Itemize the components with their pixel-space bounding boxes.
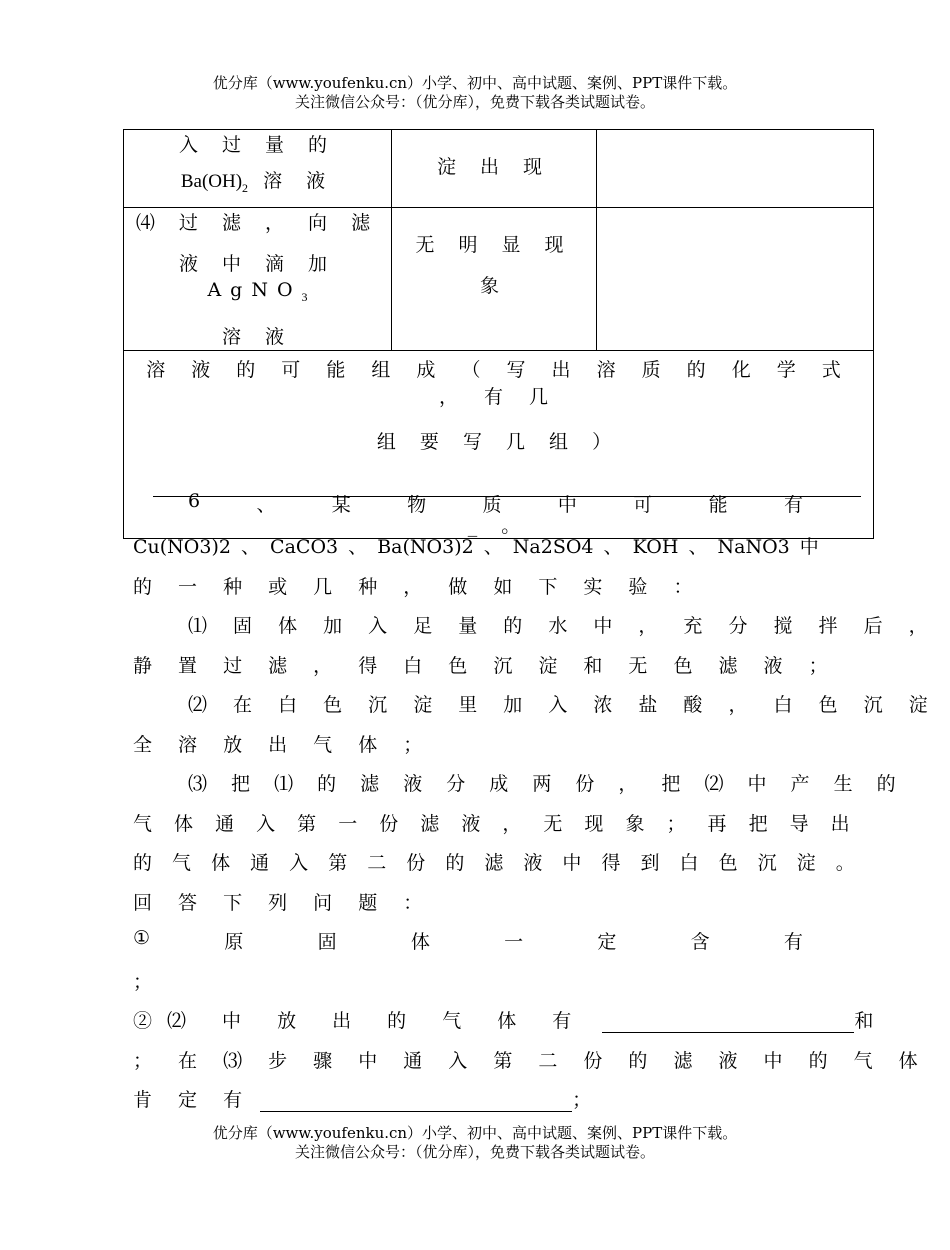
experiment-table (123, 129, 874, 539)
question-line-8: ⑶ 把 ⑴ 的 滤 液 分 成 两 份 ， 把 ⑵ 中 产 生 的 (188, 773, 905, 795)
phenomenon-text: 无 明 显 现 (415, 234, 573, 256)
question-line-11: 回 答 下 列 问 题 ： (133, 892, 433, 914)
page-footer (0, 1124, 950, 1162)
conclusion-cell (597, 130, 874, 208)
question-line-1: 6 、 某 物 质 中 可 能 有 (188, 490, 803, 516)
question-line-9: 气 体 通 入 第 一 份 滤 液 ， 无 现 象 ； 再 把 导 出 (133, 813, 858, 835)
table-row: 溶 液 的 可 能 组 成 （ 写 出 溶 质 的 化 学 式 ， 有 几 组 要 写 几 组 ） _ 。 (124, 350, 874, 538)
question-line-12: ① 原 固 体 一 定 含 有 (133, 927, 803, 953)
table-row: ⑷ 过 滤 ， 向 滤 液 中 滴 加 AgNO$_3$ 溶 液 无 明 显 现 象 (124, 208, 874, 351)
footer-line-1: 优分库（www.youfenku.cn）小学、初中、高中试题、案例、PPT课件下载。 (212, 1124, 738, 1142)
step-text: 入 过 量 的 (178, 134, 337, 156)
question-line-5: 静 置 过 滤 ， 得 白 色 沉 淀 和 无 色 滤 液 ； (133, 655, 838, 677)
question-line-14: ②⑵ 中 放 出 的 气 体 有 和 (133, 1010, 874, 1032)
question-line-4: ⑴ 固 体 加 入 足 量 的 水 中 ， 充 分 搅 拌 后 ， (188, 615, 938, 637)
answer-blank[interactable] (260, 1091, 572, 1112)
question-line-15: ； 在 ⑶ 步 骤 中 通 入 第 二 份 的 滤 液 中 的 气 体 (133, 1050, 928, 1072)
question-line-7: 全 溶 放 出 气 体 ； (133, 734, 433, 756)
question-line-3: 的 一 种 或 几 种 ， 做 如 下 实 验 ： (133, 576, 703, 598)
step-text: ⑷ 过 滤 ， 向 滤 (135, 212, 380, 234)
conclusion-cell (597, 208, 874, 351)
question-line-16: 肯 定 有 ； (133, 1089, 592, 1111)
question-line-2: Cu(NO3)2 、 CaCO3 、 Ba(NO3)2 、 Na2SO4 、 KOH 、 NaNO3 中 (133, 536, 819, 558)
question-line-13: ； (133, 971, 153, 993)
table-row: 入 过 量 的 $Ba(OH)_2$ 溶 液 淀 出 现 (124, 130, 874, 208)
answer-blank[interactable] (602, 1012, 854, 1033)
page-header (0, 74, 950, 112)
composition-prompt: 溶 液 的 可 能 组 成 （ 写 出 溶 质 的 化 学 式 ， 有 几 (146, 358, 851, 408)
question-line-10: 的 气 体 通 入 第 二 份 的 滤 液 中 得 到 白 色 沉 淀 。 (133, 852, 862, 874)
header-line-1: 优分库（www.youfenku.cn）小学、初中、高中试题、案例、PPT课件下载。 (212, 74, 738, 92)
header-line-2: 关注微信公众号：（优分库），免费下载各类试题试卷。 (294, 93, 655, 111)
footer-line-2: 关注微信公众号：（优分库），免费下载各类试题试卷。 (294, 1143, 655, 1161)
question-line-6: ⑵ 在 白 色 沉 淀 里 加 入 浓 盐 酸 ， 白 色 沉 淀 (188, 694, 938, 716)
phenomenon-text: 淀 出 现 (436, 156, 552, 178)
